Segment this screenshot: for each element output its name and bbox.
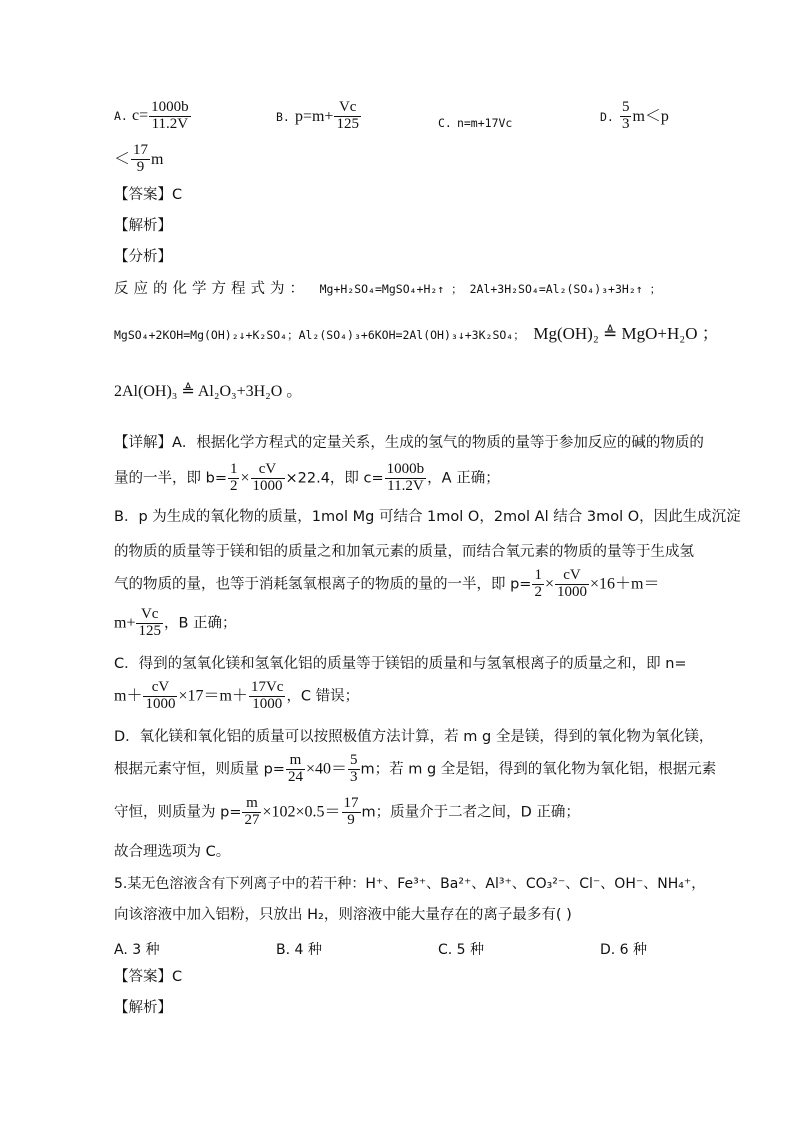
option-c: C. n=m+17Vc: [438, 116, 513, 130]
detail-c-line1: C．得到的氢氧化镁和氢氧化铝的质量等于镁铝的质量和与氢氧根离子的质量之和，即 n=: [114, 656, 687, 672]
detail-a-line1: 【详解】A．根据化学方程式的定量关系，生成的氢气的物质的量等于参加反应的碱的物质的: [114, 435, 704, 451]
q5-analysis-label: 【解析】: [114, 1000, 172, 1016]
fraction: $\frac{5}{3}$: [621, 99, 630, 132]
fraction: $\frac{m}{27}$: [244, 795, 260, 828]
detail-d-line2: 根据元素守恒，则质量 p= $\frac{m}{24}$ ×40＝ $\frac{5}{3}$ m；若 m g 全是铝，得到的氧化物为氧化铝，根据元素: [114, 752, 717, 785]
fraction: $\frac{1000b}{11.2V}$: [386, 461, 425, 494]
detail-b-line2: 的物质的质量等于镁和铝的质量之和加氧元素的质量，而结合氧元素的物质的量等于生成氢: [114, 544, 694, 560]
answer-label: 【答案】C: [114, 187, 183, 203]
fraction: $\frac{1000b}{11.2V}$: [151, 99, 189, 132]
equation-line-2: MgSO₄+2KOH=Mg(OH)₂↓+K₂SO₄；Al₂(SO₄)₃+6KOH=2Al(OH)₃↓+3K₂SO₄； Mg(OH)₂ ≜ MgO+H₂O ；: [114, 324, 719, 343]
fraction: $\frac{17}{9}$: [343, 795, 359, 828]
fraction: $\frac{cV}{1000}$: [557, 567, 587, 600]
q5-option-d: D. 6 种: [600, 942, 648, 958]
fraction: $\frac{m}{24}$: [287, 752, 303, 785]
fraction: $\frac{1}{2}$: [534, 567, 542, 600]
fraction: $\frac{Vc}{125}$: [138, 606, 161, 639]
fraction: $\frac{17}{9}$: [133, 142, 149, 175]
option-d: D. $\frac{5}{3}$ m＜p: [600, 99, 669, 132]
equation-line-3: 2Al(OH)₃ ≜ Al₂O₃+3H₂O 。: [114, 383, 303, 400]
q5-option-a: A. 3 种: [114, 942, 160, 958]
fraction: $\frac{1}{2}$: [229, 461, 238, 494]
fraction: $\frac{Vc}{125}$: [336, 99, 359, 132]
fenxi-label: 【分析】: [114, 249, 172, 265]
fraction: $\frac{17Vc}{1000}$: [250, 679, 284, 712]
fraction: $\frac{cV}{1000}$: [252, 461, 283, 494]
equation-line-1: 反应的化学方程式为： Mg+H₂SO₄=MgSO₄+H₂↑ ； 2Al+3H₂SO₄=Al₂(SO₄)₃+3H₂↑ ；: [114, 281, 662, 297]
detail-d-line3: 守恒，则质量为 p= $\frac{m}{27}$ ×102×0.5＝ $\frac{17}{9}$ m；质量介于二者之间，D 正确；: [114, 795, 580, 828]
q5-stem-line2: 向该溶液中加入铝粉，只放出 H₂，则溶液中能大量存在的离子最多有( ): [114, 907, 572, 923]
q5-stem-line1: 5.某无色溶液含有下列离子中的若干种：H⁺、Fe³⁺、Ba²⁺、Al³⁺、CO₃²⁻、Cl⁻、OH⁻、NH₄⁺，: [114, 876, 706, 892]
detail-d-line1: D．氧化镁和氧化铝的质量可以按照极值方法计算，若 m g 全是镁，得到的氧化物为氧化镁，: [114, 729, 714, 745]
q5-option-c: C. 5 种: [438, 942, 485, 958]
option-a: A. c= $\frac{1000b}{11.2V}$: [114, 99, 189, 132]
fraction: $\frac{5}{3}$: [350, 752, 358, 785]
detail-b-line4: m+ $\frac{Vc}{125}$ ，B 正确；: [114, 606, 237, 639]
option-b: B. p=m+ $\frac{Vc}{125}$: [276, 99, 359, 132]
detail-b-line3: 气的物质的量，也等于消耗氢氧根离子的物质的量的一半，即 p= $\frac{1}{2}$ × $\frac{cV}{1000}$ ×16＋m＝: [114, 567, 660, 600]
detail-a-line2: 量的一半，即 b= $\frac{1}{2}$ × $\frac{cV}{1000}$ ×22.4，即 c= $\frac{1000b}{11.2V}$ ，A 正确；: [114, 461, 500, 494]
detail-c-line2: m＋ $\frac{cV}{1000}$ ×17＝m＋ $\frac{17Vc}{1000}$ ，C 错误；: [114, 679, 360, 712]
detail-b-line1: B．p 为生成的氧化物的质量，1mol Mg 可结合 1mol O，2mol Al 结合 3mol O，因此生成沉淀: [114, 509, 741, 525]
q5-option-b: B. 4 种: [276, 942, 322, 958]
fraction: $\frac{cV}{1000}$: [145, 679, 176, 712]
q5-answer-label: 【答案】C: [114, 969, 183, 985]
option-d-continued: ＜ $\frac{17}{9}$ m: [114, 142, 164, 175]
conclusion: 故合理选项为 C。: [114, 844, 231, 860]
analysis-label: 【解析】: [114, 218, 172, 234]
